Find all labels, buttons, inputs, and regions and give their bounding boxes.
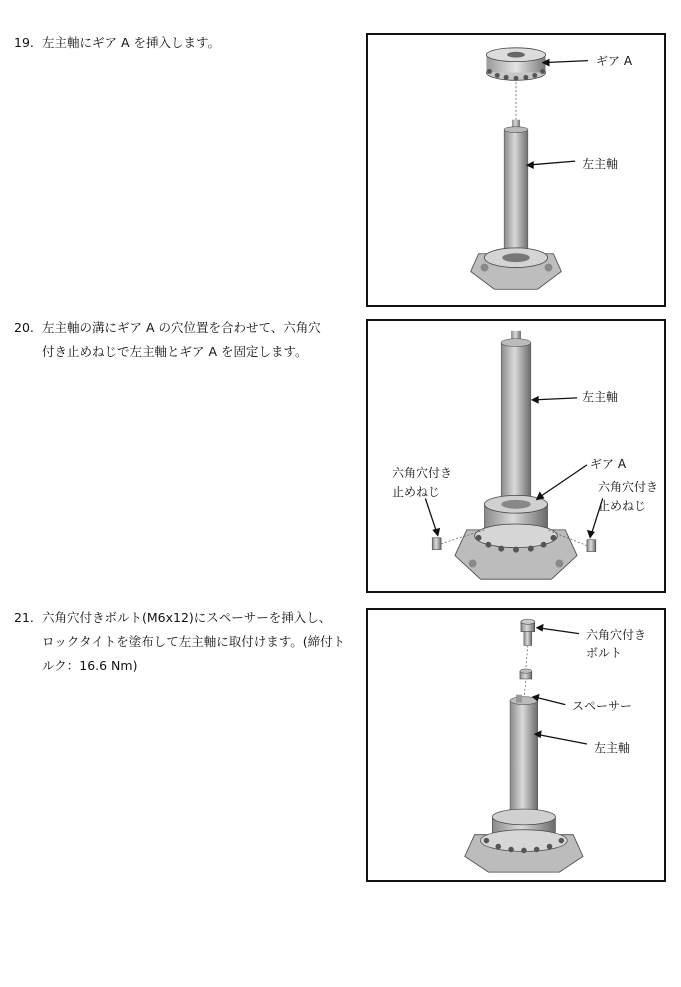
step-text-line-1: 左主軸の溝にギア A の穴位置を合わせて、六角穴 xyxy=(42,320,321,335)
figure-panel-20 xyxy=(366,319,666,593)
hex-socket-bolt-part xyxy=(521,619,535,645)
label-gear-a: ギア A xyxy=(590,457,627,471)
left-main-shaft-part xyxy=(501,331,531,520)
label-left-main-shaft: 左主軸 xyxy=(594,741,631,755)
step-text-line-2: 付き止めねじで左主軸とギア A を固定します。 xyxy=(42,344,308,359)
spacer-part xyxy=(520,669,532,679)
step-text-line-1: 六角穴付きボルト(M6x12)にスペーサーを挿入し、 xyxy=(42,610,332,625)
label-set-screw-left-2: 止めねじ xyxy=(392,485,441,499)
label-left-main-shaft: 左主軸 xyxy=(582,390,619,404)
label-spacer: スペーサー xyxy=(572,699,633,713)
gear-shaft-illustration xyxy=(368,35,664,305)
step-text-line-2: ロックタイトを塗布して左主軸に取付けます。(締付ト xyxy=(42,634,346,649)
label-set-screw-right-2: 止めねじ xyxy=(598,499,647,513)
label-hex-socket-bolt-2: ボルト xyxy=(586,646,623,660)
step-21 xyxy=(14,606,354,678)
left-main-shaft-part xyxy=(465,695,583,872)
figure-panel-19 xyxy=(366,33,666,307)
step-number: 21. xyxy=(14,610,34,625)
figure-panel-21 xyxy=(366,608,666,882)
step-number: 19. xyxy=(14,35,34,50)
label-hex-socket-bolt-1: 六角穴付き xyxy=(586,628,647,642)
left-main-shaft-part xyxy=(471,120,562,289)
label-left-main-shaft: 左主軸 xyxy=(582,157,619,171)
step-number: 20. xyxy=(14,320,34,335)
label-gear-a: ギア A xyxy=(596,54,633,68)
step-19 xyxy=(14,31,354,55)
step-20 xyxy=(14,316,354,364)
gear-a-part xyxy=(486,48,545,81)
label-set-screw-left-1: 六角穴付き xyxy=(392,466,453,480)
bearing-housing-part xyxy=(455,524,577,579)
step-text-line-1: 左主軸にギア A を挿入します。 xyxy=(42,35,220,50)
label-set-screw-right-1: 六角穴付き xyxy=(598,480,659,494)
step-text-line-3: ルク：16.6 Nm) xyxy=(42,658,138,673)
